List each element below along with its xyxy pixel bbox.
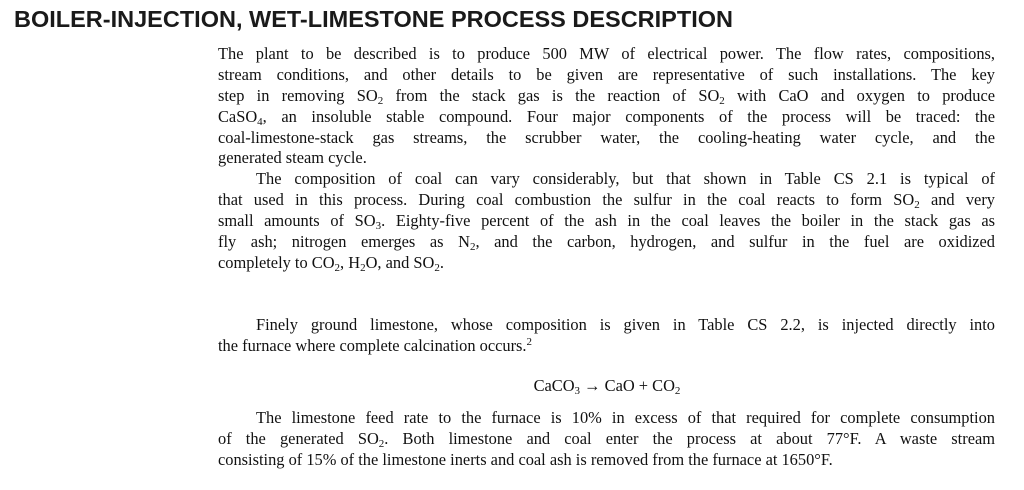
subscript: 2 xyxy=(360,261,366,274)
equation-rhs-sub: 2 xyxy=(674,385,681,397)
text-span: , and the carbon, hydrogen, and sulfur in the fuel are oxidized xyxy=(475,231,995,251)
text-span: , H xyxy=(340,252,361,272)
text-line xyxy=(218,253,995,274)
paragraph-1 xyxy=(218,44,995,169)
subscript: 2 xyxy=(334,261,341,274)
subscript: 2 xyxy=(914,198,920,211)
text-span: O, and SO xyxy=(365,252,435,272)
paragraph-4 xyxy=(218,408,995,471)
text-span: fly ash; nitrogen emerges as N xyxy=(218,231,470,251)
text-line xyxy=(218,429,995,450)
section-heading: BOILER-INJECTION, WET-LIMESTONE PROCESS DESCRIPTION xyxy=(14,6,733,32)
footnote-ref: 2 xyxy=(526,335,533,348)
text-span: with CaO and oxygen to produce xyxy=(724,85,995,105)
paragraph-2 xyxy=(218,169,995,273)
text-line xyxy=(218,128,995,149)
subscript: 2 xyxy=(719,94,725,107)
text-span: of the generated SO xyxy=(218,428,379,448)
subscript: 2 xyxy=(377,94,384,107)
text-span: CaSO xyxy=(218,106,258,126)
text-line xyxy=(218,211,995,232)
text-span: small amounts of SO xyxy=(218,210,376,230)
subscript: 2 xyxy=(434,261,440,274)
equation-lhs-sub: 3 xyxy=(574,385,581,397)
text-line: Finely ground limestone, whose composition is given in Table CS 2.2, is injected directly into xyxy=(256,315,995,334)
text-span: The composition of coal can vary considerably, but that shown in Table CS 2.1 is typical of xyxy=(256,169,995,188)
equation-lhs: CaCO xyxy=(533,376,575,395)
text-span: . Eighty-five percent of the ash in the coal leaves the boiler in the stack gas as xyxy=(381,210,996,230)
text-span: the furnace where complete calcination occurs. xyxy=(218,335,527,355)
text-line xyxy=(218,232,995,253)
text-span: stream conditions, and other details to be given are representative of such installations. The key xyxy=(218,64,995,84)
subscript: 3 xyxy=(375,219,382,232)
text-span: The plant to be described is to produce 500 MW of electrical power. The flow rates, compositions, xyxy=(218,44,995,63)
text-line xyxy=(218,336,995,357)
subscript: 2 xyxy=(469,240,476,253)
text-line xyxy=(218,44,995,65)
equation xyxy=(0,376,1024,396)
text-span: consisting of 15% of the limestone inerts and coal ash is removed from the furnace at 1650°F. xyxy=(218,449,833,469)
text-line xyxy=(218,148,995,169)
text-span: coal-limestone-stack gas streams, the scrubber water, the cooling-heating water cycle, and the xyxy=(218,127,995,147)
text-span: completely to CO xyxy=(218,252,335,272)
text-span: . Both limestone and coal enter the process at about 77°F. A waste stream xyxy=(384,428,995,448)
text-line xyxy=(218,107,995,128)
text-line xyxy=(218,169,995,190)
equation-rhs: CaO + CO xyxy=(604,376,675,395)
text-span: that used in this process. During coal combustion the sulfur in the coal reacts to form SO xyxy=(218,189,915,209)
text-line xyxy=(218,86,995,107)
text-span: generated steam cycle. xyxy=(218,148,367,168)
text-line xyxy=(218,190,995,211)
text-span: and very xyxy=(919,189,995,209)
paragraph-3 xyxy=(218,315,995,357)
text-line xyxy=(218,450,995,471)
arrow-icon: → xyxy=(584,376,601,395)
text-span: . xyxy=(439,252,444,272)
subscript: 4 xyxy=(257,115,263,128)
text-span: , an insoluble stable compound. Four major components of the process will be traced: the xyxy=(262,106,995,126)
text-span: from the stack gas is the reaction of SO xyxy=(383,85,720,105)
text-line xyxy=(218,408,995,429)
subscript: 2 xyxy=(378,437,385,450)
text-span: step in removing SO xyxy=(218,85,378,105)
text-line xyxy=(218,65,995,86)
text-span: The limestone feed rate to the furnace is 10% in excess of that required for complete consumption xyxy=(256,408,995,427)
